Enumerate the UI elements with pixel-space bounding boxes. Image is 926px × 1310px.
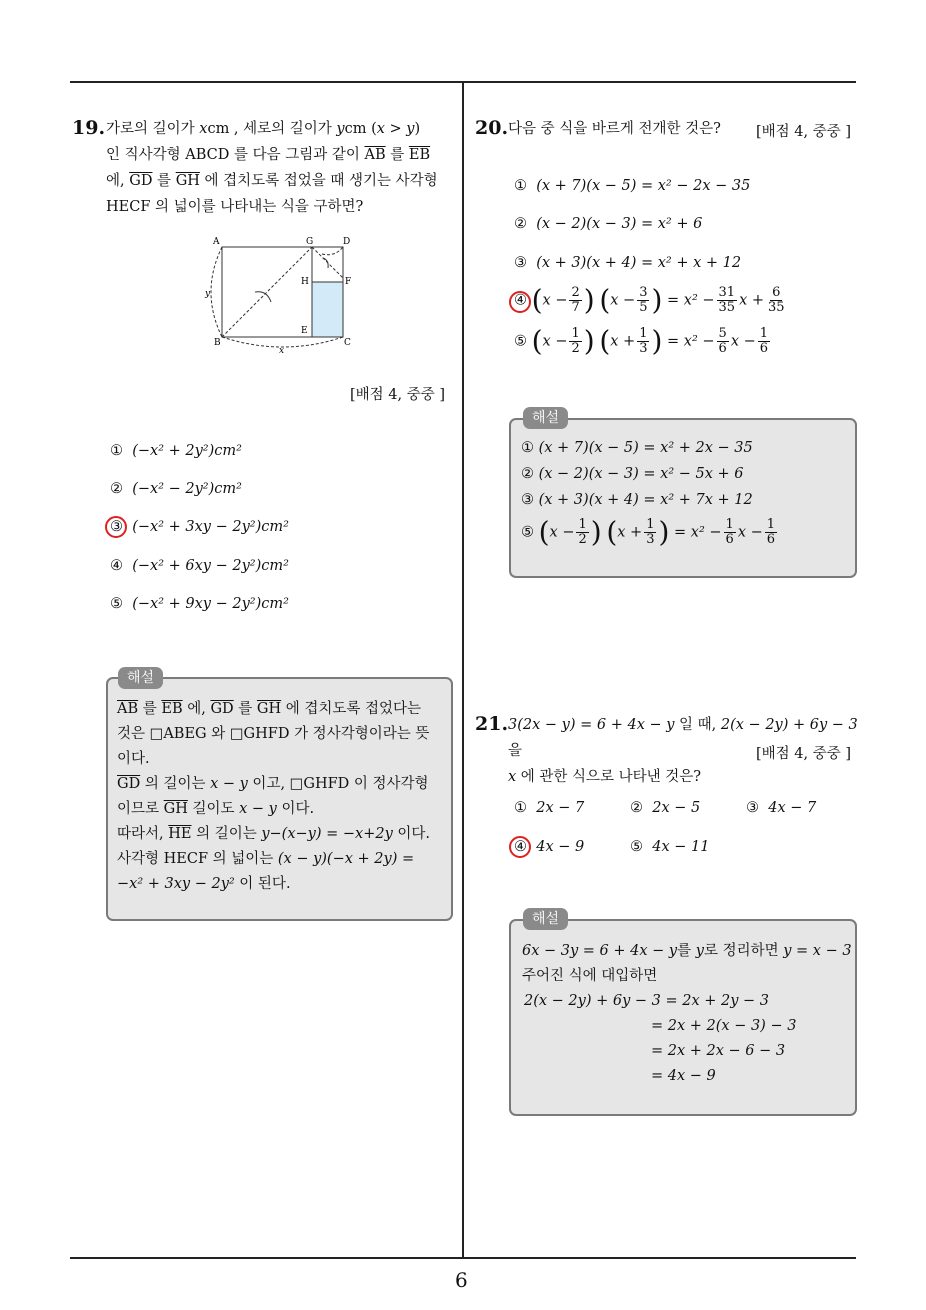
q21-choice-1[interactable]: ① 2x − 7 <box>514 800 585 816</box>
q19-sol-line-8: −x² + 3xy − 2y² 이 된다. <box>117 876 291 892</box>
answer-circle-q19 <box>105 516 127 538</box>
q20-choice-4[interactable]: ④ (x − $\frac{2}{7}$ ) (x − $\frac{3}{5}$ ) = x² − $\frac{31}{35}$ x + $\frac{6}{35}$ <box>514 283 785 317</box>
q19-choice-3[interactable]: ③ (−x² + 3xy − 2y²)cm² <box>110 519 289 535</box>
angle-mark-1 <box>255 292 271 302</box>
q21-sol-line-2: 주어진 식에 대입하면 <box>522 968 658 984</box>
q19-sol-line-2: 것은 □ABEG 와 □GHFD 가 정사각형이라는 뜻 <box>117 726 430 742</box>
label-y: y <box>205 289 211 299</box>
q19-sol-line-7: 사각형 HECF 의 넓이는 (x − y)(−x + 2y) = <box>117 851 415 867</box>
q19-solution-tag: 해설 <box>118 667 163 689</box>
q19-choice-4[interactable]: ④ (−x² + 6xy − 2y²)cm² <box>110 558 289 574</box>
q19-sol-line-6: 따라서, $\overline{HE}$ 의 길이는 y−(x−y) = −x+2y 이다. <box>117 826 431 842</box>
q21-sol-line-1: 6x − 3y = 6 + 4x − y를 y로 정리하면 y = x − 3 <box>522 943 852 959</box>
q19-line-1: 가로의 길이가 xcm , 세로의 길이가 ycm (x > y) <box>106 121 421 137</box>
label-h: H <box>301 277 309 287</box>
q19-solution-text <box>117 697 447 897</box>
question-19-number: 19. <box>72 117 106 139</box>
q20-sol-line-1: ① (x + 7)(x − 5) = x² + 2x − 35 <box>521 440 753 456</box>
shaded-rectangle-hecf <box>312 282 343 337</box>
q21-sol-line-6: = 4x − 9 <box>651 1068 716 1084</box>
label-f: F <box>345 277 352 287</box>
q19-choice-1[interactable]: ① (−x² + 2y²)cm² <box>110 443 242 459</box>
q20-sol-line-2: ② (x − 2)(x − 3) = x² − 5x + 6 <box>521 466 744 482</box>
fold-line-bg <box>222 247 312 337</box>
q21-line-1: 3(2x − y) = 6 + 4x − y 일 때, 2(x − 2y) + 6y − 3 을 <box>508 717 858 759</box>
q20-choice-5[interactable]: ⑤ (x − $\frac{1}{2}$ ) (x + $\frac{1}{3}$ ) = x² − $\frac{5}{6}$ x − $\frac{1}{6}$ <box>514 324 769 358</box>
page-number: 6 <box>455 1268 468 1292</box>
label-d: D <box>343 237 351 247</box>
label-e: E <box>301 326 308 336</box>
rectangle-fold-figure <box>195 232 365 357</box>
q21-sol-line-5: = 2x + 2x − 6 − 3 <box>651 1043 786 1059</box>
q19-line-2: 인 직사각형 ABCD 를 다음 그림과 같이 $\overline{AB}$ 를 $\overline{EB}$ <box>106 147 431 163</box>
q19-line-3: 에, $\overline{GD}$ 를 $\overline{GH}$ 에 겹치도록 접었을 때 생기는 사각형 <box>106 173 438 189</box>
q20-score: [배점 4, 중중 ] <box>756 124 852 140</box>
question-19-text <box>106 116 454 220</box>
q21-sol-line-3: 2(x − 2y) + 6y − 3 = 2x + 2y − 3 <box>524 993 770 1009</box>
q21-solution-tag: 해설 <box>523 908 568 930</box>
question-21-number: 21. <box>475 713 509 735</box>
arc-top-right <box>322 247 343 255</box>
label-c: C <box>344 338 351 348</box>
q19-choice-2[interactable]: ② (−x² − 2y²)cm² <box>110 481 242 497</box>
answer-circle-q21 <box>509 836 531 858</box>
q20-choice-1[interactable]: ① (x + 7)(x − 5) = x² − 2x − 35 <box>514 178 751 194</box>
q21-choice-4[interactable]: ④ 4x − 9 <box>514 839 585 855</box>
answer-circle-q20 <box>509 291 531 313</box>
q19-sol-line-5: 이므로 $\overline{GH}$ 길이도 x − y 이다. <box>117 801 315 817</box>
q21-sol-line-4: = 2x + 2(x − 3) − 3 <box>651 1018 797 1034</box>
q19-sol-line-1: $\overline{AB}$ 를 $\overline{EB}$ 에, $\overline{GD}$ 를 $\overline{GH}$ 에 겹치도록 접었다는 <box>117 701 422 717</box>
q21-line-2: x 에 관한 식으로 나타낸 것은? <box>508 769 702 785</box>
q21-choice-2[interactable]: ② 2x − 5 <box>630 800 701 816</box>
q21-choice-3[interactable]: ③ 4x − 7 <box>746 800 817 816</box>
q20-choice-3[interactable]: ③ (x + 3)(x + 4) = x² + x + 12 <box>514 255 742 271</box>
q21-score: [배점 4, 중중 ] <box>756 746 852 762</box>
q20-sol-line-3: ③ (x + 3)(x + 4) = x² + 7x + 12 <box>521 492 753 508</box>
q21-solution-text <box>522 939 852 1089</box>
q19-choice-5[interactable]: ⑤ (−x² + 9xy − 2y²)cm² <box>110 596 289 612</box>
question-20-number: 20. <box>475 117 509 139</box>
column-divider <box>462 83 464 1259</box>
q19-line-4: HECF 의 넓이를 나타내는 식을 구하면? <box>106 199 364 215</box>
question-20-text: 다음 중 식을 바르게 전개한 것은? <box>508 121 721 137</box>
q20-choice-2[interactable]: ② (x − 2)(x − 3) = x² + 6 <box>514 216 703 232</box>
label-a: A <box>213 237 220 247</box>
bottom-rule <box>70 1257 856 1259</box>
q19-sol-line-4: $\overline{GD}$ 의 길이는 x − y 이고, □GHFD 이 정사각형 <box>117 776 429 792</box>
label-b: B <box>214 338 221 348</box>
q21-choice-5[interactable]: ⑤ 4x − 11 <box>630 839 710 855</box>
q20-solution-tag: 해설 <box>523 407 568 429</box>
label-g: G <box>306 237 314 247</box>
q20-sol-line-4: ⑤ (x − $\frac{1}{2}$ ) (x + $\frac{1}{3}$ ) = x² − $\frac{1}{6}$ x − $\frac{1}{6}$ <box>521 515 776 549</box>
angle-mark-2 <box>323 258 328 268</box>
arc-left <box>211 247 222 337</box>
q19-sol-line-3: 이다. <box>117 751 150 767</box>
label-x: x <box>279 346 285 356</box>
q19-score: [배점 4, 중중 ] <box>350 387 446 403</box>
